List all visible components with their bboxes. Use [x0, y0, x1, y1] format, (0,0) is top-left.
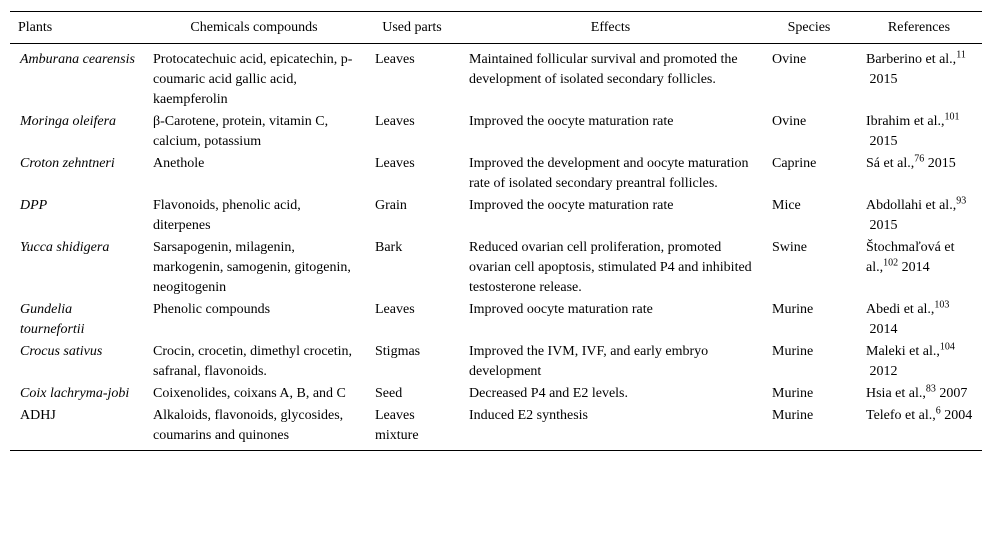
effects-cell: Improved the oocyte maturation rate	[469, 114, 674, 129]
table-row	[10, 404, 982, 451]
reference-authors: Barberino et al.,	[866, 52, 957, 67]
compounds-cell: Phenolic compounds	[153, 302, 271, 317]
reference-year: 2015	[924, 156, 956, 171]
reference-number: 6	[935, 405, 941, 417]
reference-number: 83	[925, 383, 936, 395]
effects-cell: Improved the development and oocyte maturation rate of isolated secondary preantral follicles.	[469, 156, 749, 191]
used-parts-cell: Leaves	[375, 156, 415, 171]
reference-authors: Abdollahi et al.,	[866, 198, 957, 213]
compounds-cell: Protocatechuic acid, epicatechin, p-coumaric acid gallic acid, kaempferolin	[153, 52, 353, 107]
table-body	[10, 44, 982, 451]
reference-cell	[856, 194, 982, 236]
reference-cell	[856, 236, 982, 298]
species-cell: Ovine	[772, 114, 807, 129]
header-references: References	[887, 20, 951, 35]
species-cell: Ovine	[772, 52, 807, 67]
reference-authors: Maleki et al.,	[866, 344, 940, 359]
reference-authors: Ibrahim et al.,	[866, 114, 945, 129]
table-row	[10, 236, 982, 298]
table-header	[10, 12, 982, 44]
reference-year: 2015	[866, 218, 898, 233]
reference-authors: Štochmaľová et al.,	[866, 240, 955, 275]
compounds-cell: Anethole	[153, 156, 205, 171]
reference-year: 2012	[866, 364, 898, 379]
reference-number: 101	[944, 111, 960, 123]
effects-cell: Maintained follicular survival and promoted the development of isolated secondary follicles.	[469, 52, 738, 87]
compounds-cell: β-Carotene, protein, vitamin C, calcium, potassium	[153, 114, 329, 149]
reference-number: 103	[934, 299, 950, 311]
effects-cell: Improved oocyte maturation rate	[469, 302, 653, 317]
reference-year: 2015	[866, 72, 898, 87]
reference-authors: Sá et al.,	[866, 156, 915, 171]
plant-cell: Croton zehntneri	[20, 156, 115, 171]
table-row	[10, 44, 982, 111]
reference-number: 76	[914, 153, 925, 165]
species-cell: Murine	[772, 408, 814, 423]
reference-year: 2014	[866, 322, 898, 337]
table-row	[10, 110, 982, 152]
plant-cell: DPP	[20, 198, 48, 213]
plant-cell: Gundelia tournefortii	[20, 302, 85, 337]
plant-cell: Crocus sativus	[20, 344, 103, 359]
reference-authors: Abedi et al.,	[866, 302, 935, 317]
species-cell: Caprine	[772, 156, 817, 171]
reference-year: 2004	[940, 408, 973, 423]
reference-cell	[856, 44, 982, 111]
effects-cell: Improved the IVM, IVF, and early embryo development	[469, 344, 709, 379]
table-container	[10, 11, 982, 451]
effects-cell: Improved the oocyte maturation rate	[469, 198, 674, 213]
effects-cell: Decreased P4 and E2 levels.	[469, 386, 628, 401]
used-parts-cell: Leaves	[375, 52, 415, 67]
header-effects: Effects	[590, 20, 631, 35]
used-parts-cell: Leaves	[375, 302, 415, 317]
reference-cell	[856, 110, 982, 152]
reference-cell	[856, 404, 982, 451]
plant-cell: Coix lachryma-jobi	[20, 386, 130, 401]
reference-number: 104	[939, 341, 955, 353]
table-row	[10, 194, 982, 236]
used-parts-cell: Seed	[375, 386, 403, 401]
reference-authors: Hsia et al.,	[866, 386, 926, 401]
plant-cell: Yucca shidigera	[20, 240, 110, 255]
compounds-cell: Crocin, crocetin, dimethyl crocetin, safranal, flavonoids.	[153, 344, 353, 379]
reference-cell	[856, 298, 982, 340]
reference-cell	[856, 382, 982, 404]
used-parts-cell: Stigmas	[375, 344, 421, 359]
species-cell: Swine	[772, 240, 807, 255]
reference-number: 11	[956, 49, 966, 61]
reference-year: 2014	[898, 260, 930, 275]
plant-cell: ADHJ	[20, 408, 56, 423]
reference-year: 2007	[935, 386, 968, 401]
reference-cell	[856, 152, 982, 194]
table-row	[10, 298, 982, 340]
header-plants: Plants	[18, 20, 53, 35]
table-row	[10, 382, 982, 404]
reference-year: 2015	[866, 134, 898, 149]
header-species: Species	[787, 20, 831, 35]
table-row	[10, 152, 982, 194]
used-parts-cell: Leaves	[375, 114, 415, 129]
used-parts-cell: Grain	[375, 198, 407, 213]
table-row	[10, 340, 982, 382]
header-chemical-compounds: Chemicals compounds	[190, 20, 318, 35]
species-cell: Murine	[772, 386, 814, 401]
reference-number: 102	[883, 257, 899, 269]
plant-cell: Moringa oleifera	[20, 114, 117, 129]
species-cell: Mice	[772, 198, 801, 213]
effects-cell: Induced E2 synthesis	[469, 408, 588, 423]
reference-cell	[856, 340, 982, 382]
species-cell: Murine	[772, 302, 814, 317]
effects-cell: Reduced ovarian cell proliferation, promoted ovarian cell apoptosis, stimulated P4 and inhibited testosterone release.	[469, 240, 752, 295]
plant-cell: Amburana cearensis	[20, 52, 135, 67]
reference-authors: Telefo et al.,	[866, 408, 936, 423]
compounds-cell: Flavonoids, phenolic acid, diterpenes	[153, 198, 301, 233]
compounds-cell: Alkaloids, flavonoids, glycosides, coumarins and quinones	[153, 408, 344, 443]
species-cell: Murine	[772, 344, 814, 359]
used-parts-cell: Leaves mixture	[375, 408, 419, 443]
plants-effects-table	[10, 11, 982, 451]
used-parts-cell: Bark	[375, 240, 403, 255]
header-used-parts: Used parts	[382, 20, 442, 35]
compounds-cell: Coixenolides, coixans A, B, and C	[153, 386, 346, 401]
reference-number: 93	[956, 195, 967, 207]
compounds-cell: Sarsapogenin, milagenin, markogenin, samogenin, gitogenin, neogitogenin	[153, 240, 351, 295]
